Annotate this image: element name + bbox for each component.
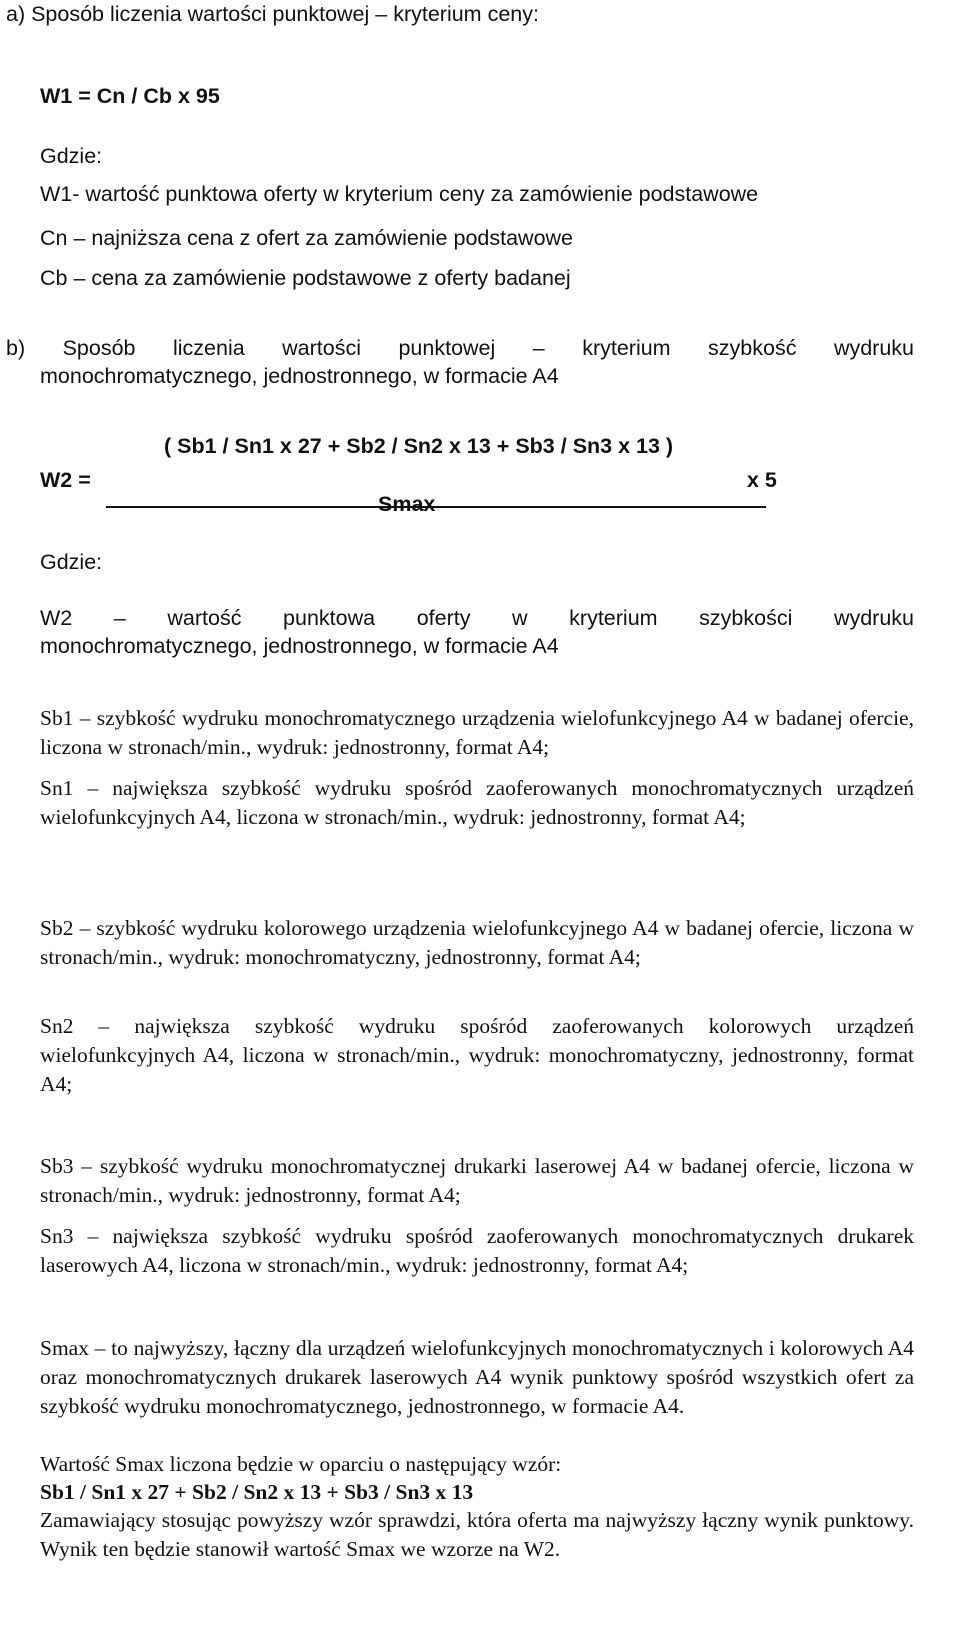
- definition-sb1: Sb1 – szybkość wydruku monochromatycznego urządzenia wielofunkcyjnego A4 w badanej ofercie, liczona w stronach/min., wydruk: jednostronny, format A4;: [40, 706, 914, 759]
- fraction-bar: [106, 506, 766, 508]
- section-a-heading: a) Sposób liczenia wartości punktowej – kryterium ceny:: [6, 2, 539, 26]
- definition-w2: W2 – wartość punktowa oferty w kryterium szybkości wydruku: [40, 606, 914, 630]
- definition-cn: Cn – najniższa cena z ofert za zamówienie podstawowe: [40, 226, 574, 250]
- definition-sn3: Sn3 – największa szybkość wydruku spośród zaoferowanych monochromatycznych drukarek laserowych A4, liczona w stronach/min., wydruk: jednostronny, format A4;: [40, 1224, 914, 1277]
- w2-formula-multiplier: x 5: [747, 468, 777, 492]
- smax-formula: Sb1 / Sn1 x 27 + Sb2 / Sn2 x 13 + Sb3 / Sn3 x 13: [40, 1480, 474, 1504]
- w2-formula-denominator: Smax: [378, 492, 436, 516]
- w1-formula: W1 = Cn / Cb x 95: [40, 84, 220, 108]
- definition-w1: W1- wartość punktowa oferty w kryterium ceny za zamówienie podstawowe: [40, 182, 759, 206]
- definition-sn1: Sn1 – największa szybkość wydruku spośród zaoferowanych monochromatycznych urządzeń wielofunkcyjnych A4, liczona w stronach/min., wydruk: jednostronny, format A4;: [40, 776, 914, 829]
- section-b-where-label: Gdzie:: [40, 550, 103, 574]
- definition-smax: Smax – to najwyższy, łączny dla urządzeń wielofunkcyjnych monochromatycznych i kolorowych A4 oraz monochromatycznych drukarek laserowych A4 wynik punktowy spośród wszystkich ofert za szybkość wydruku monochromatycznego, jednostronnego, w formacie A4.: [40, 1336, 914, 1418]
- section-b-heading: b) Sposób liczenia wartości punktowej – kryterium szybkość wydruku: [6, 336, 914, 360]
- section-a-where-label: Gdzie:: [40, 144, 103, 168]
- definition-sb3: Sb3 – szybkość wydruku monochromatycznej drukarki laserowej A4 w badanej ofercie, liczona w stronach/min., wydruk: jednostronny, format A4;: [40, 1154, 914, 1207]
- smax-intro: Wartość Smax liczona będzie w oparciu o następujący wzór:: [40, 1452, 562, 1476]
- definition-sn2: Sn2 – największa szybkość wydruku spośród zaoferowanych kolorowych urządzeń wielofunkcyjnych A4, liczona w stronach/min., wydruk: monochromatyczny, jednostronny, format A4;: [40, 1014, 914, 1096]
- definition-cb: Cb – cena za zamówienie podstawowe z oferty badanej: [40, 266, 571, 290]
- w2-formula-numerator: ( Sb1 / Sn1 x 27 + Sb2 / Sn2 x 13 + Sb3 / Sn3 x 13 ): [164, 434, 674, 458]
- closing-text: Zamawiający stosując powyższy wzór sprawdzi, która oferta ma najwyższy łączny wynik punktowy. Wynik ten będzie stanowił wartość Smax we wzorze na W2.: [40, 1508, 914, 1561]
- definition-sb2: Sb2 – szybkość wydruku kolorowego urządzenia wielofunkcyjnego A4 w badanej ofercie, liczona w stronach/min., wydruk: monochromatyczny, jednostronny, format A4;: [40, 916, 914, 969]
- section-b-heading-cont: monochromatycznego, jednostronnego, w formacie A4: [40, 364, 559, 388]
- w2-formula-lhs: W2 =: [40, 468, 91, 492]
- definition-w2-cont: monochromatycznego, jednostronnego, w formacie A4: [40, 634, 559, 658]
